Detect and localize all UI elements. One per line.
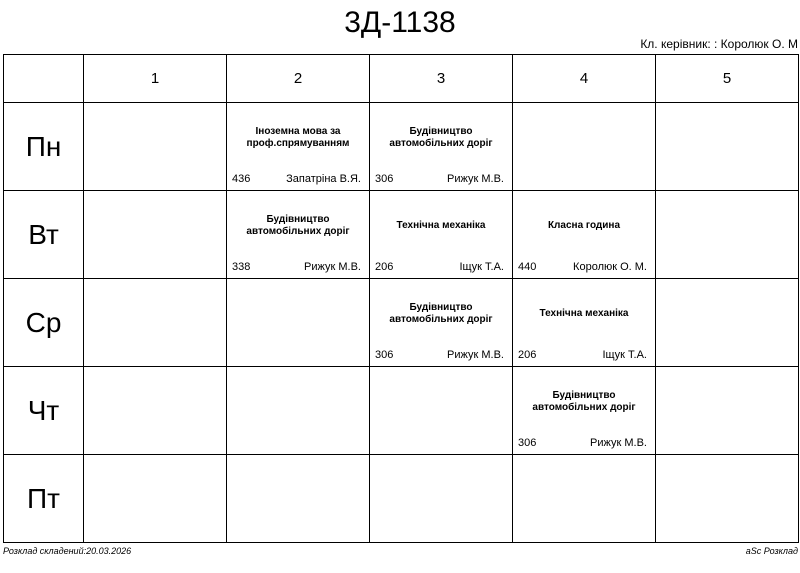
empty-cell: [227, 367, 370, 455]
period-header-1: 1: [84, 55, 227, 103]
lesson-teacher: Іщук Т.А.: [602, 349, 647, 361]
empty-cell: [370, 367, 513, 455]
day-row: [4, 367, 799, 455]
lesson-teacher: Запатріна В.Я.: [286, 173, 361, 185]
corner-cell: [4, 55, 84, 103]
period-header-5: 5: [656, 55, 799, 103]
lesson-subject: Іноземна мова за проф.спрямуванням: [246, 125, 350, 149]
empty-cell: [656, 279, 799, 367]
day-label: Пт: [4, 455, 84, 543]
day-label: Вт: [4, 191, 84, 279]
lesson-cell: [370, 191, 513, 279]
generated-date: Розклад складений:20.03.2026: [3, 546, 132, 556]
day-label: Пн: [4, 103, 84, 191]
lesson-cell: [227, 191, 370, 279]
day-label: Чт: [4, 367, 84, 455]
period-header-4: 4: [513, 55, 656, 103]
lesson-teacher: Рижук М.В.: [590, 437, 647, 449]
empty-cell: [656, 191, 799, 279]
lesson-room: 338: [232, 261, 251, 273]
period-header-3: 3: [370, 55, 513, 103]
empty-cell: [84, 191, 227, 279]
lesson-subject: Технічна механіка: [539, 307, 629, 319]
generator-name: aSc Розклад: [745, 546, 798, 556]
empty-cell: [227, 279, 370, 367]
empty-cell: [84, 279, 227, 367]
lesson-cell: [513, 279, 656, 367]
empty-cell: [370, 455, 513, 543]
lesson-cell: [370, 279, 513, 367]
empty-cell: [84, 455, 227, 543]
page-title: 3Д-1138: [344, 6, 456, 39]
lesson-cell: [513, 367, 656, 455]
lesson-subject: Будівництво автомобільних доріг: [246, 213, 350, 237]
lesson-teacher: Рижук М.В.: [304, 261, 361, 273]
lesson-subject: Будівництво автомобільних доріг: [389, 125, 493, 149]
day-row: [4, 191, 799, 279]
lesson-subject: Технічна механіка: [396, 219, 486, 231]
lesson-room: 206: [375, 261, 394, 273]
class-teacher-label: Кл. керівник: : Королюк О. М: [640, 37, 798, 51]
empty-cell: [656, 367, 799, 455]
period-header-2: 2: [227, 55, 370, 103]
day-row: [4, 103, 799, 191]
lesson-subject: Класна година: [547, 219, 621, 231]
lesson-teacher: Рижук М.В.: [447, 173, 504, 185]
empty-cell: [84, 367, 227, 455]
empty-cell: [227, 455, 370, 543]
lesson-subject: Будівництво автомобільних доріг: [532, 389, 636, 413]
lesson-cell: [227, 103, 370, 191]
lesson-teacher: Рижук М.В.: [447, 349, 504, 361]
lesson-room: 206: [518, 349, 537, 361]
lesson-room: 440: [518, 261, 537, 273]
empty-cell: [513, 103, 656, 191]
lesson-room: 306: [375, 349, 394, 361]
day-row: [4, 279, 799, 367]
empty-cell: [84, 103, 227, 191]
day-row: [4, 455, 799, 543]
timetable-grid: [3, 54, 799, 543]
lesson-cell: [370, 103, 513, 191]
lesson-room: 436: [232, 173, 251, 185]
empty-cell: [513, 455, 656, 543]
day-label: Ср: [4, 279, 84, 367]
lesson-teacher: Іщук Т.А.: [459, 261, 504, 273]
lesson-subject: Будівництво автомобільних доріг: [389, 301, 493, 325]
lesson-room: 306: [375, 173, 394, 185]
empty-cell: [656, 455, 799, 543]
lesson-room: 306: [518, 437, 537, 449]
lesson-teacher: Королюк О. М.: [573, 261, 647, 273]
timetable-body: [4, 103, 799, 543]
empty-cell: [656, 103, 799, 191]
lesson-cell: [513, 191, 656, 279]
period-header-row: [4, 55, 799, 103]
